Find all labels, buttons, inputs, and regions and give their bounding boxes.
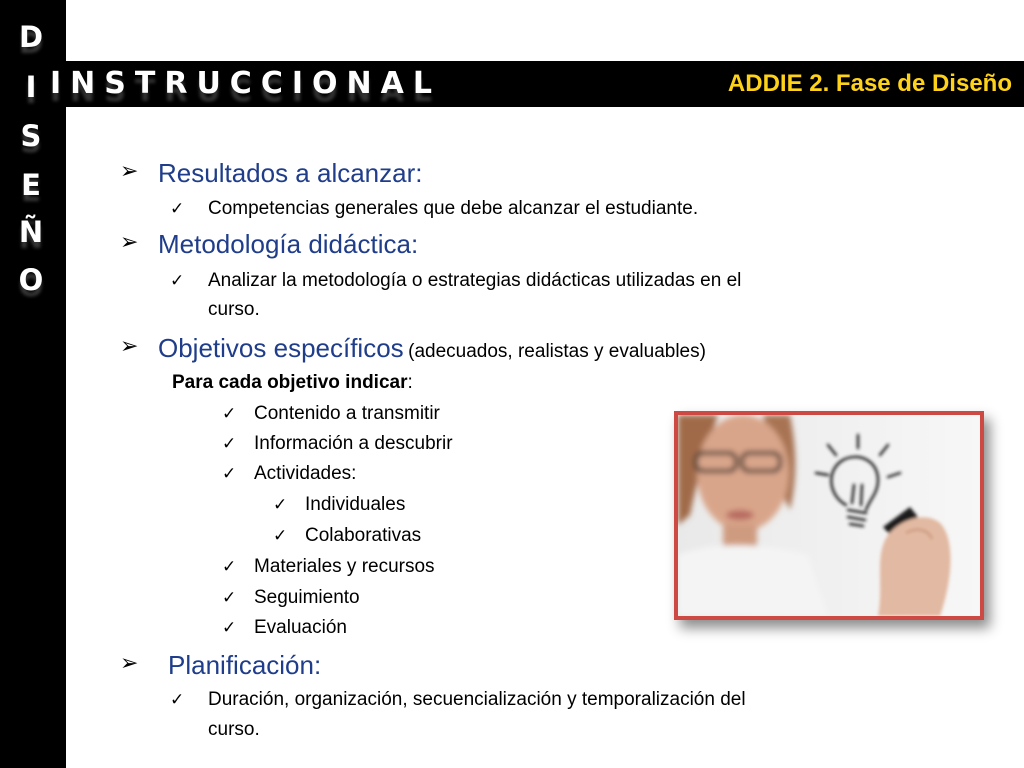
vertical-letter: Ñ bbox=[18, 215, 44, 249]
checkmark-icon: ✓ bbox=[222, 588, 237, 608]
list-item-text: Competencias generales que debe alcanzar el estudiante. bbox=[208, 198, 699, 219]
checkmark-icon: ✓ bbox=[222, 557, 237, 577]
list-item-text: Seguimiento bbox=[254, 587, 360, 608]
checkmark-icon: ✓ bbox=[222, 618, 237, 638]
list-item-text: Información a descubrir bbox=[254, 433, 453, 454]
checkmark-icon: ✓ bbox=[170, 690, 185, 710]
arrow-bullet-icon: ➢ bbox=[120, 334, 139, 359]
list-item-text-continued: curso. bbox=[208, 299, 260, 320]
checkmark-icon: ✓ bbox=[222, 464, 237, 484]
list-item-text: Individuales bbox=[305, 494, 406, 515]
arrow-bullet-icon: ➢ bbox=[120, 159, 139, 184]
arrow-bullet-icon: ➢ bbox=[120, 651, 139, 676]
list-item-text: Evaluación bbox=[254, 617, 347, 638]
vertical-letter: I bbox=[25, 70, 37, 104]
list-item-text: Analizar la metodología o estrategias didácticas utilizadas en el bbox=[208, 270, 742, 291]
checkmark-icon: ✓ bbox=[222, 404, 237, 424]
arrow-bullet-icon: ➢ bbox=[120, 230, 139, 255]
subheading bbox=[172, 371, 413, 395]
list-item-text: Colaborativas bbox=[305, 525, 422, 546]
subheading-colon: : bbox=[407, 372, 413, 393]
vertical-letter: O bbox=[18, 263, 44, 297]
section-heading: Objetivos específicos bbox=[158, 333, 404, 363]
checkmark-icon: ✓ bbox=[273, 495, 288, 515]
section-heading: Planificación: bbox=[168, 650, 322, 680]
left-sidebar-bar bbox=[0, 0, 66, 768]
section-heading: Metodología didáctica: bbox=[158, 229, 419, 259]
phase-title: ADDIE 2. Fase de Diseño bbox=[727, 70, 1012, 97]
checkmark-icon: ✓ bbox=[170, 271, 185, 291]
vertical-letter: D bbox=[18, 20, 44, 54]
subheading-bold: Para cada objetivo indicar bbox=[172, 372, 408, 393]
section-note: (adecuados, realistas y evaluables) bbox=[408, 341, 706, 362]
list-item-text: Duración, organización, secuencialización y temporalización del bbox=[208, 689, 746, 710]
list-item-text: Materiales y recursos bbox=[254, 556, 435, 577]
checkmark-icon: ✓ bbox=[273, 526, 288, 546]
header-title: INSTRUCCIONAL bbox=[50, 66, 441, 101]
photo-illustration bbox=[678, 415, 980, 616]
list-item-text: Contenido a transmitir bbox=[254, 403, 440, 424]
list-item-text-continued: curso. bbox=[208, 719, 260, 740]
section-heading: Resultados a alcanzar: bbox=[158, 158, 423, 188]
list-item-text: Actividades: bbox=[254, 463, 357, 484]
photo-woman-drawing-lightbulb bbox=[674, 411, 984, 620]
hand-with-marker bbox=[878, 507, 951, 616]
checkmark-icon: ✓ bbox=[170, 199, 185, 219]
checkmark-icon: ✓ bbox=[222, 434, 237, 454]
vertical-letter: S bbox=[20, 119, 42, 153]
vertical-letter: E bbox=[21, 168, 41, 202]
